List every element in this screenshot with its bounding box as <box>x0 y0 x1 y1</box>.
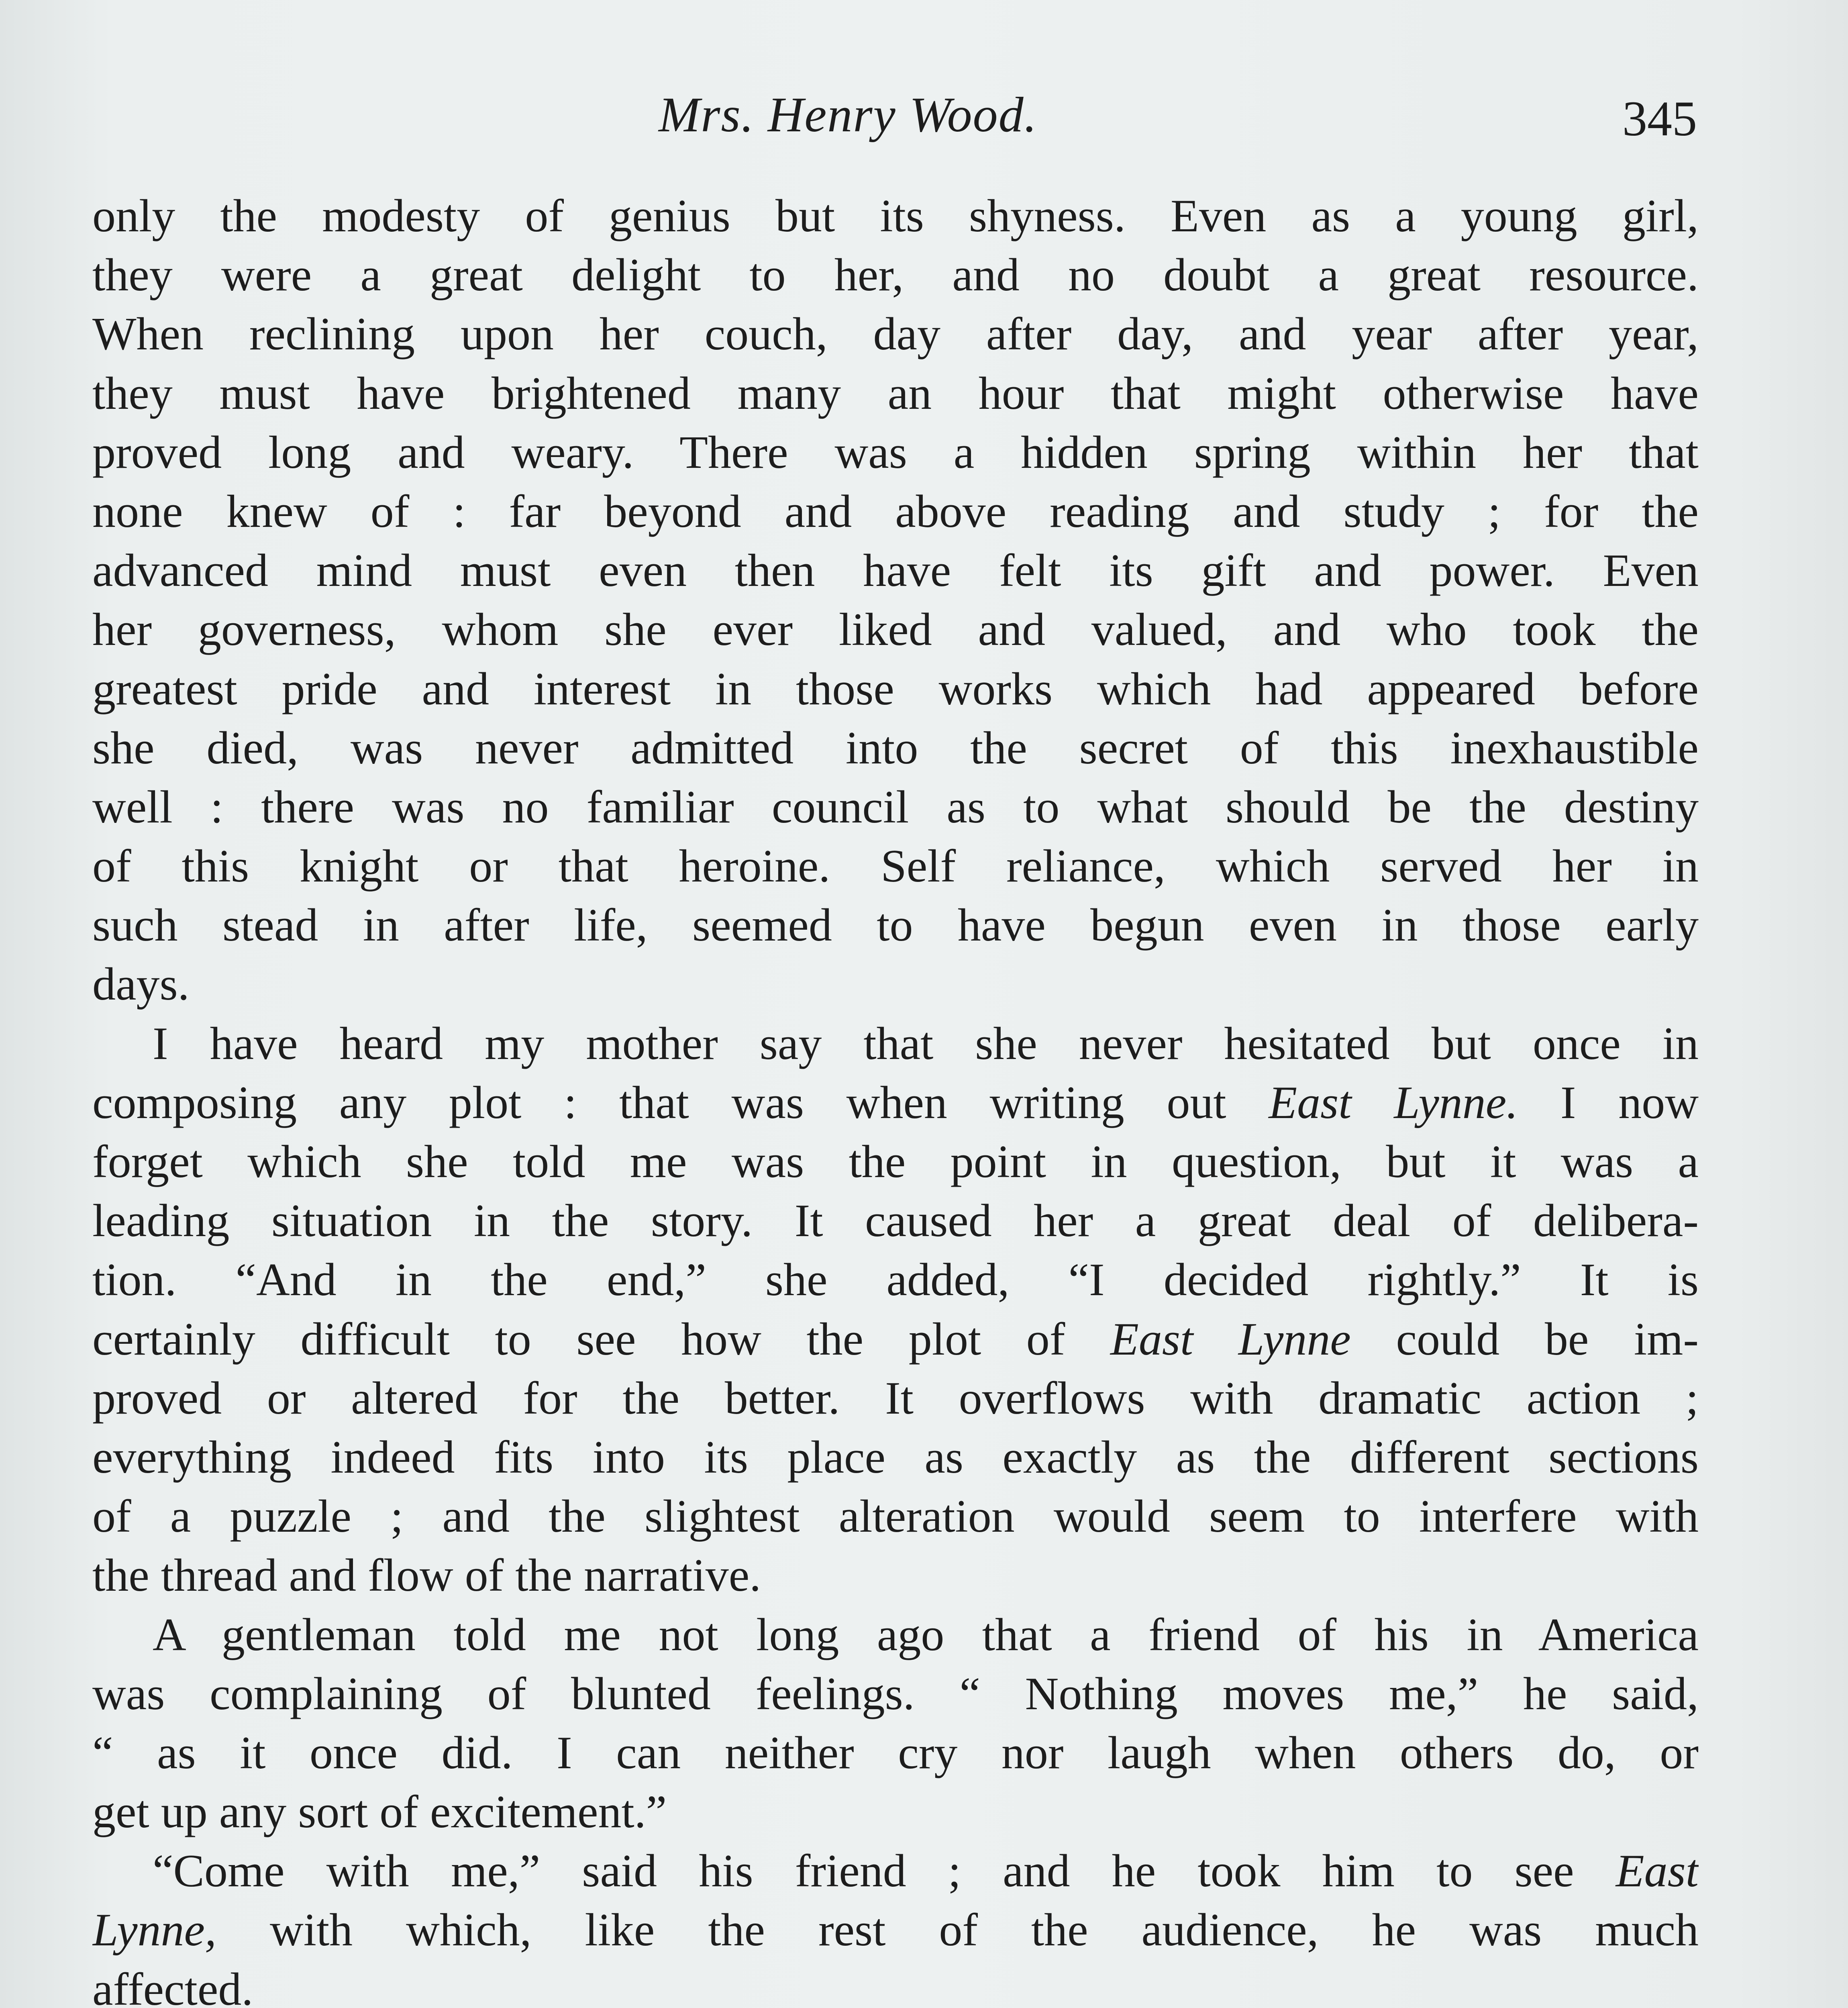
text-line: affected. <box>92 1963 253 2008</box>
text-line: certainly difficult to see how the plot of East Lynne could be im- <box>92 1313 1699 1365</box>
text-line: A gentleman told me not long ago that a friend of his in America <box>153 1609 1699 1661</box>
text-line: leading situation in the story. It caused her a great deal of delibera- <box>92 1195 1699 1247</box>
book-title: East Lynne. <box>1269 1077 1518 1128</box>
text-line: I have heard my mother say that she never hesitated but once in <box>153 1018 1699 1069</box>
running-title: Mrs. Henry Wood. <box>659 87 1038 142</box>
text-line: she died, was never admitted into the secret of this inexhaustible <box>92 722 1699 774</box>
text-line: When reclining upon her couch, day after day, and year after year, <box>92 308 1699 360</box>
body-text <box>92 187 1699 2008</box>
text-line: only the modesty of genius but its shyness. Even as a young girl, <box>92 190 1699 242</box>
text-line: such stead in after life, seemed to have begun even in those early <box>92 900 1699 951</box>
book-title: Lynne, <box>92 1904 217 1956</box>
text-line: “Come with me,” said his friend ; and he took him to see East <box>153 1845 1699 1897</box>
text-line: greatest pride and interest in those works which had appeared before <box>92 663 1699 715</box>
text-line: well : there was no familiar council as to what should be the destiny <box>92 781 1699 833</box>
text-line: composing any plot : that was when writing out East Lynne. I now <box>92 1077 1699 1128</box>
text-line: they must have brightened many an hour that might otherwise have <box>92 367 1699 419</box>
text-line: everything indeed fits into its place as exactly as the different sections <box>92 1431 1699 1483</box>
text-line: Lynne, with which, like the rest of the audience, he was much <box>92 1904 1699 1956</box>
page-number: 345 <box>1622 91 1697 146</box>
text-line: forget which she told me was the point in question, but it was a <box>92 1136 1699 1188</box>
text-line: tion. “And in the end,” she added, “I decided rightly.” It is <box>92 1254 1699 1306</box>
text-line: proved long and weary. There was a hidden spring within her that <box>92 426 1699 478</box>
text-line: days. <box>92 959 190 1010</box>
text-line: get up any sort of excitement.” <box>92 1786 667 1838</box>
book-title: East <box>1615 1845 1699 1897</box>
running-head <box>0 86 1848 146</box>
text-line: none knew of : far beyond and above reading and study ; for the <box>92 486 1699 537</box>
text-line: they were a great delight to her, and no doubt a great resource. <box>92 249 1699 301</box>
text-line: proved or altered for the better. It overflows with dramatic action ; <box>92 1372 1699 1424</box>
text-line: advanced mind must even then have felt its gift and power. Even <box>92 545 1699 597</box>
text-line: “ as it once did. I can neither cry nor laugh when others do, or <box>92 1727 1699 1779</box>
text-line: of this knight or that heroine. Self reliance, which served her in <box>92 841 1699 892</box>
text-line: of a puzzle ; and the slightest alteration would seem to interfere with <box>92 1491 1699 1543</box>
text-line: her governess, whom she ever liked and valued, and who took the <box>92 604 1699 656</box>
text-line: the thread and flow of the narrative. <box>92 1550 761 1602</box>
text-line: was complaining of blunted feelings. “ Nothing moves me,” he said, <box>92 1668 1699 1720</box>
book-title: East Lynne <box>1110 1313 1351 1365</box>
